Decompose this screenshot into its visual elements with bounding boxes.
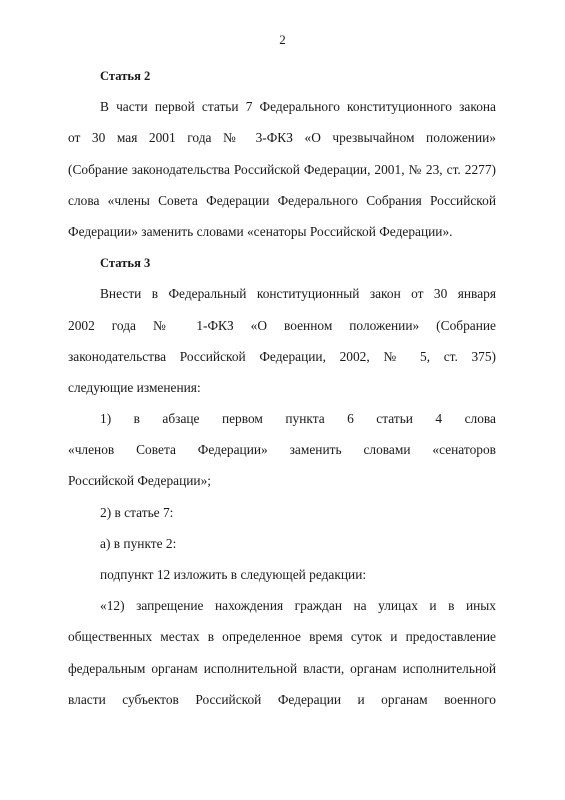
article-2-line: В части первой статьи 7 Федерального конституционного закона [100,99,496,115]
document-body [68,66,496,721]
article-2-line: Федерации» заменить словами «сенаторы Российской Федерации». [68,223,453,239]
item-1-line: «членов Совета Федерации» заменить словами «сенаторов [68,442,496,458]
item-1-line: Российской Федерации»; [68,473,211,489]
quote-line: «12) запрещение нахождения граждан на улицах и в иных [100,598,496,614]
article-3-intro-line: законодательства Российской Федерации, 2002, № 5, ст. 375) [68,348,496,364]
item-1-line: 1) в абзаце первом пункта 6 статьи 4 слова [100,411,496,427]
item-2a: а) в пункте 2: [100,535,177,551]
article-2-heading: Статья 2 [100,69,151,83]
article-3-intro-line: 2002 года № 1-ФКЗ «О военном положении» (Собрание [68,317,496,333]
item-2: 2) в статье 7: [100,504,174,520]
article-3-intro-line: Внести в Федеральный конституционный закон от 30 января [100,286,496,302]
article-2-line: от 30 мая 2001 года № 3-ФКЗ «О чрезвычайном положении» [68,130,496,146]
article-3-intro-line: следующие изменения: [68,379,201,395]
article-2-line: (Собрание законодательства Российской Федерации, 2001, № 23, ст. 2277) [68,161,496,177]
quote-line: власти субъектов Российской Федерации и органам военного [68,691,496,707]
article-2-line: слова «члены Совета Федерации Федерального Собрания Российской [68,192,496,208]
article-3-heading: Статья 3 [100,256,151,271]
subitem-12-instruction: подпункт 12 изложить в следующей редакции: [100,567,367,582]
quote-line: федеральным органам исполнительной власти, органам исполнительной [68,660,496,676]
quote-line: общественных местах в определенное время суток и предоставление [68,629,496,645]
page-number: 2 [279,32,286,47]
